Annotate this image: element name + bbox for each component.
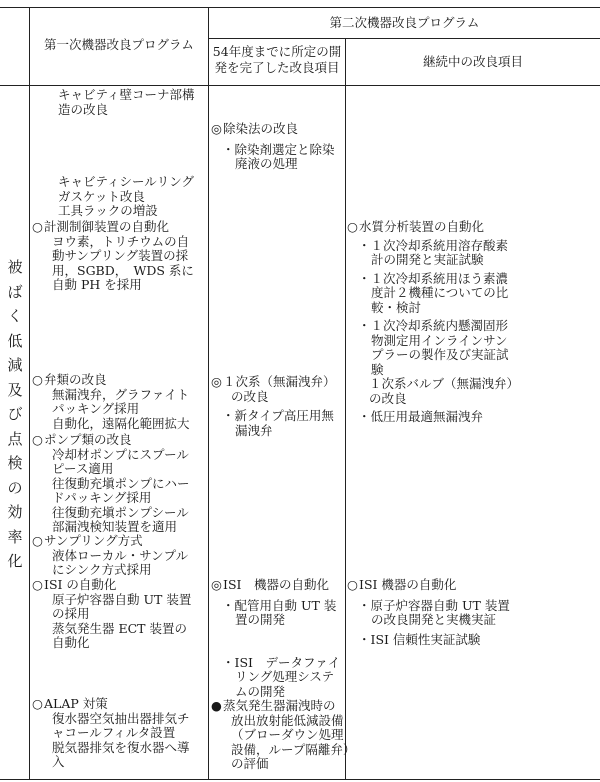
bullet-icon: ・: [222, 408, 235, 423]
header-col2: 54年度までに所定の開 発を完了した改良項目: [212, 44, 342, 75]
col1-isi: ○ISI の自動化 原子炉容器自動 UT 装置 の採用 蒸気発生器 ECT 装置の 自動化: [32, 577, 192, 650]
bullet-icon: ・: [222, 141, 235, 157]
col1-alap: ○ALAP 対策 復水器空気抽出器排気チ ャコールフィルタ設置 脱気器排気を復水器へ導 入: [32, 696, 190, 769]
open-circle-icon: ○: [347, 219, 358, 234]
open-circle-icon: ○: [32, 372, 43, 387]
side-label: 被 ば く 低 減 及 び 点 検 の 効 率 化: [7, 258, 23, 570]
bullet-icon: ・: [358, 409, 371, 424]
open-circle-icon: ○: [32, 432, 43, 447]
open-circle-icon: ○: [32, 577, 43, 592]
filled-circle-icon: ●: [211, 698, 222, 713]
bullet-icon: ・: [222, 597, 235, 613]
header-col3: 継続中の改良項目: [422, 54, 523, 69]
double-circle-icon: ◎: [211, 374, 222, 389]
bullet-icon: ・: [358, 237, 371, 253]
col2-sg-leak: ●蒸気発生器漏洩時の 放出放射能低減設備 （ブローダウン処理 設備，ループ隔離弁） の評価: [211, 698, 356, 771]
bullet-icon: ・: [358, 270, 371, 286]
col2-decon: ◎除染法の改良 ・除染剤選定と除染 廃液の処理: [211, 121, 335, 171]
bullet-icon: ・: [222, 654, 235, 670]
col1-instrument: ○計測制御装置の自動化 ヨウ素，トリチウムの自 動サンプリング装置の採 用，SGBD， WDS 系に 自動 PH を採用: [32, 219, 194, 292]
open-circle-icon: ○: [32, 533, 43, 548]
header-program2: 第二次機器改良プログラム: [329, 15, 480, 30]
col2-primary: ◎１次系（無漏洩弁） の改良 ・新タイプ高圧用無 漏洩弁: [211, 374, 336, 438]
bullet-icon: ・: [358, 631, 371, 647]
bullet-icon: ・: [358, 597, 371, 613]
col2-isi: ◎ISI 機器の自動化 ・配管用自動 UT 装 置の開発 ・ISI データファイ リング処理システ ムの開発: [211, 577, 341, 699]
col1-cavity-seal: キャビティシールリング ガスケット改良 工具ラックの増設: [58, 174, 195, 218]
double-circle-icon: ◎: [211, 577, 222, 592]
col3-isi: ○ISI 機器の自動化 ・原子炉容器自動 UT 装置 の改良開発と実機実証 ・ISI 信頼性実証試験: [347, 577, 510, 647]
header-program1: 第一次機器改良プログラム: [44, 37, 194, 52]
col1-cavity-wall: キャビティ壁コーナ部構 造の改良: [58, 87, 195, 117]
open-circle-icon: ○: [32, 219, 43, 234]
open-circle-icon: ○: [347, 577, 358, 592]
open-circle-icon: ○: [32, 696, 43, 711]
col3-water: ○水質分析装置の自動化 ・１次冷却系統用溶存酸素 計の開発と実証試験 ・１次冷却系統用ほう素濃 度計２機種についての比 較・検討 ・１次冷却系統内懸濁固形 物測定用インラインサン プラーの製作及び実証試 験 １次系バルブ（無漏洩弁） の改良 ・低圧用最適無漏洩弁: [347, 219, 520, 424]
col1-valves: ○弁類の改良 無漏洩弁，グラファイト パッキング採用 自動化，遠隔化範囲拡大: [32, 372, 190, 431]
bullet-icon: ・: [358, 318, 371, 333]
double-circle-icon: ◎: [211, 121, 222, 136]
col1-sampling: ○サンプリング方式 液体ローカル・サンプル にシンク方式採用: [32, 533, 189, 577]
col1-pumps: ○ポンプ類の改良 冷却材ポンプにスプール ピース適用 往復動充塡ポンプにハー ドパッキング採用 往復動充塡ポンプシール 部漏洩検知装置を適用: [32, 432, 190, 534]
